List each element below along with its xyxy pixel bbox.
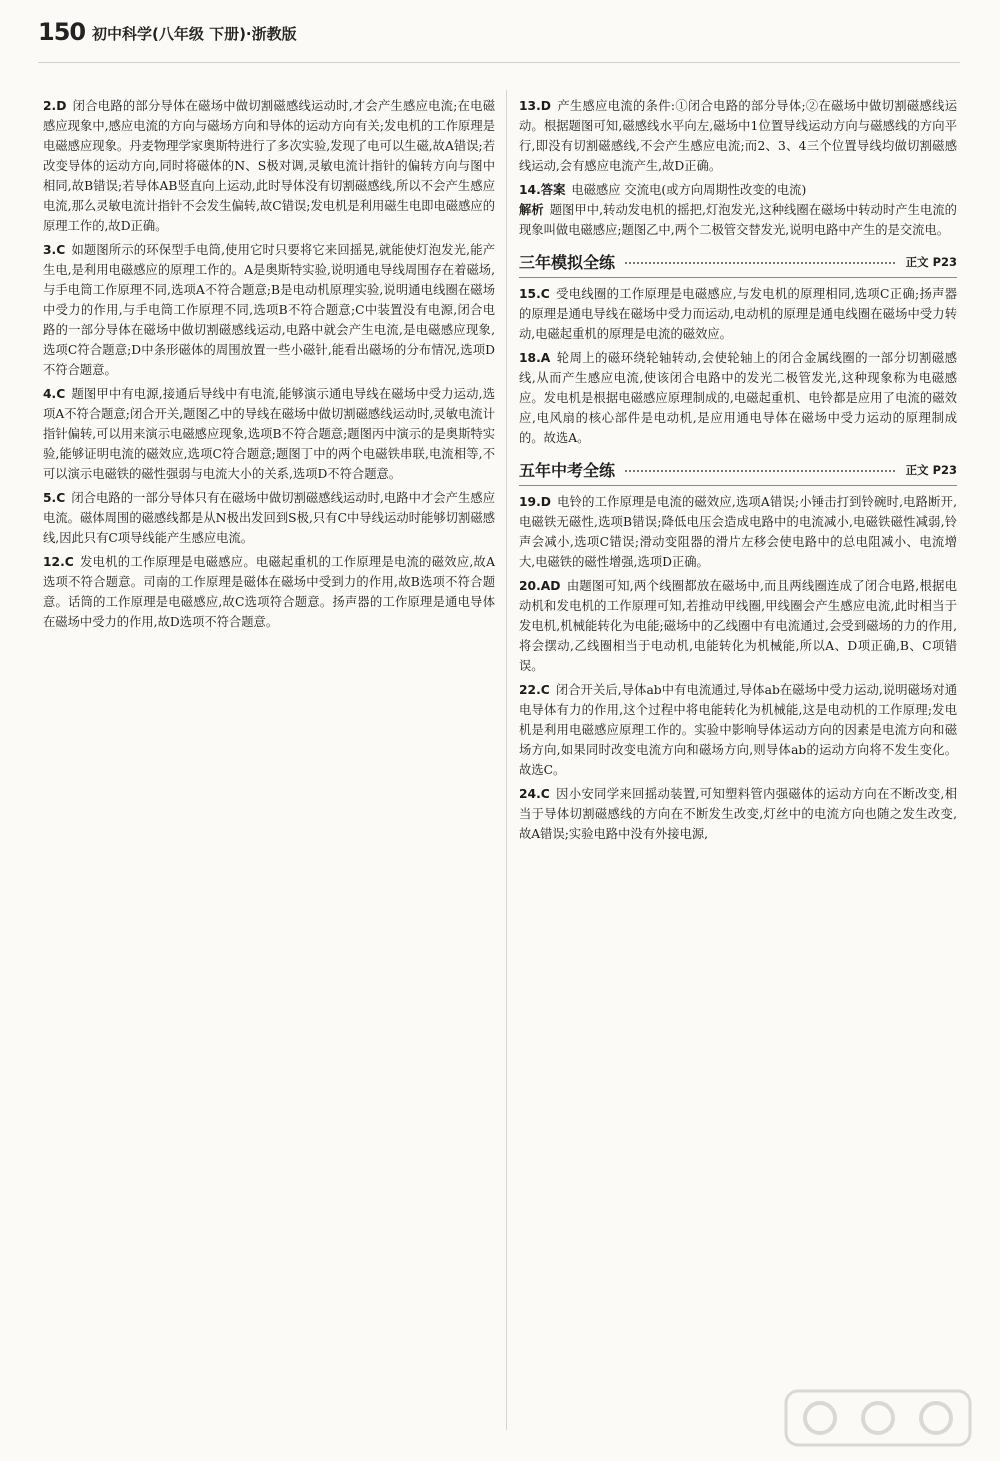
answer-item <box>43 488 495 548</box>
question-number: 18.A <box>519 351 551 365</box>
answer-item <box>519 680 957 780</box>
answer-text: 如题图所示的环保型手电筒,使用它时只要将它来回摇晃,就能使灯泡发光,能产生电,是利用电磁感应的原理工作的。A是奥斯特实验,说明通电导线周围存在着磁场,与手电筒工作原理不同,选项A不符合题意;B是电动机原理实验,说明通电线圈在磁场中受力的作用,与手电筒工作原理不同,选项B不符合题意;C中装置没有电源,闭合电路的一部分导体在磁场中做切割磁感线运动,电路中就会产生电流,是电磁感应现象,选项C符合题意;D中条形磁体的周围放置一些小磁针,能看出磁场的分布情况,选项D不符合题意。 <box>43 243 495 377</box>
dotted-leader <box>625 262 895 264</box>
question-number: 12.C <box>43 555 74 569</box>
answer-item <box>43 240 495 380</box>
answer-item <box>519 784 957 844</box>
answer-text: 题图甲中有电源,接通后导线中有电流,能够演示通电导线在磁场中受力运动,选项A不符合题意;闭合开关,题图乙中的导线在磁场中做切割磁感线运动时,灵敏电流计指针偏转,可以用来演示电磁感应现象,选项B不符合题意;题图丙中演示的是奥斯特实验,能够证明电流的磁效应,选项C符合题意;题图丁中的两个电磁铁串联,电流相等,不可以演示电磁铁的磁性强弱与电流大小的关系,选项D不符合题意。 <box>43 387 495 481</box>
answer-text: 闭合电路的一部分导体只有在磁场中做切割磁感线运动时,电路中才会产生感应电流。磁体周围的磁感线都是从N极出发回到S极,只有C中导线运动时能够切割磁感线,因此只有C项导线能产生感应电流。 <box>43 491 495 545</box>
question-number: 24.C <box>519 787 550 801</box>
section-rule <box>519 277 957 278</box>
answer-item <box>519 180 957 240</box>
answer-item <box>43 96 495 236</box>
question-number: 19.D <box>519 495 551 509</box>
question-number: 13.D <box>519 99 551 113</box>
answer-text: 闭合电路的部分导体在磁场中做切割磁感线运动时,才会产生感应电流;在电磁感应现象中,感应电流的方向与磁场方向和导体的运动方向有关;发电机的工作原理是电磁感应现象。丹麦物理学家奥斯特进行了多次实验,发现了电可以生磁,故A错误;若改变导体的运动方向,同时将磁体的N、S极对调,灵敏电流计指针的偏转方向与图中相同,故B错误;若导体AB竖直向上运动,此时导体没有切割磁感线,所以不会产生感应电流,那么灵敏电流计指针不会发生偏转,故C错误;发电机是利用磁生电即电磁感应的原理工作的,故D正确。 <box>43 99 495 233</box>
question-number: 14.答案 <box>519 183 566 197</box>
answer-text: 发电机的工作原理是电磁感应。电磁起重机的工作原理是电流的磁效应,故A选项不符合题意。司南的工作原理是磁体在磁场中受到力的作用,故B选项不符合题意。话筒的工作原理是电磁感应,故C选项符合题意。扬声器的工作原理是通电导体在磁场中受力的作用,故D选项不符合题意。 <box>43 555 495 629</box>
dotted-leader <box>625 470 895 472</box>
section-heading <box>519 248 957 278</box>
answer-item <box>519 284 957 344</box>
question-number: 22.C <box>519 683 550 697</box>
analysis-label: 解析 <box>519 203 544 217</box>
section-page-ref: 正文 P23 <box>905 463 957 477</box>
section-title: 三年模拟全练 <box>519 253 616 272</box>
book-title: 初中科学(八年级 下册)·浙教版 <box>92 25 297 43</box>
right-column <box>519 96 957 848</box>
answer-item <box>519 348 957 448</box>
question-number: 15.C <box>519 287 550 301</box>
answer-text: 电磁感应 交流电(或方向周期性改变的电流) <box>571 183 807 197</box>
answer-text: 受电线圈的工作原理是电磁感应,与发电机的原理相同,选项C正确;扬声器的原理是通电导线在磁场中受力而运动,电动机的原理是通电线圈在磁场中受力转动,电磁起重机的原理是电流的磁效应。 <box>519 287 957 341</box>
answer-item <box>519 492 957 572</box>
answer-text: 因小安同学来回摇动装置,可知塑料管内强磁体的运动方向在不断改变,相当于导体切割磁感线的方向在不断发生改变,灯丝中的电流方向也随之发生改变,故A错误;实验电路中没有外接电源, <box>519 787 957 841</box>
answer-item <box>519 576 957 676</box>
question-number: 20.AD <box>519 579 561 593</box>
answer-text: 闭合开关后,导体ab中有电流通过,导体ab在磁场中受力运动,说明磁场对通电导体有力的作用,这个过程中将电能转化为机械能,这是电动机的工作原理;发电机是利用电磁感应原理工作的。实验中影响导体运动方向的因素是电流方向和磁场方向,如果同时改变电流方向和磁场方向,则导体ab的运动方向将不发生变化。故选C。 <box>519 683 957 777</box>
section-rule <box>519 485 957 486</box>
left-column <box>43 96 495 636</box>
section-title: 五年中考全练 <box>519 461 616 480</box>
page-header <box>38 14 960 63</box>
answer-item <box>43 552 495 632</box>
question-number: 5.C <box>43 491 66 505</box>
analysis-text: 题图甲中,转动发电机的摇把,灯泡发光,这种线圈在磁场中转动时产生电流的现象叫做电磁感应;题图乙中,两个二极管交替发光,说明电路中产生的是交流电。 <box>519 203 957 237</box>
answer-text: 由题图可知,两个线圈都放在磁场中,而且两线圈连成了闭合电路,根据电动机和发电机的工作原理可知,若推动甲线圈,甲线圈会产生感应电流,此时相当于发电机,机械能转化为电能;磁场中的乙线圈中有电流通过,会受到磁场的力的作用,将会摆动,乙线圈相当于电动机,电能转化为机械能,所以A、D项正确,B、C项错误。 <box>519 579 957 673</box>
answer-text: 轮周上的磁环绕轮轴转动,会使轮轴上的闭合金属线圈的一部分切割磁感线,从而产生感应电流,使该闭合电路中的发光二极管发光,这种现象称为电磁感应。发电机是根据电磁感应原理制成的,电磁起重机、电铃都是应用了电流的磁效应,电风扇的核心部件是电动机,是应用通电导体在磁场中受力运动的原理制成的。故选A。 <box>519 351 957 445</box>
answer-text: 电铃的工作原理是电流的磁效应,选项A错误;小锤击打到铃碗时,电路断开,电磁铁无磁性,选项B错误;降低电压会造成电路中的电流减小,电磁铁磁性减弱,铃声会减小,选项C错误;滑动变阻器的滑片左移会使电路中的总电阻减小、电流增大,电磁铁的磁性增强,选项D正确。 <box>519 495 957 569</box>
column-divider <box>506 90 507 1430</box>
answer-text: 产生感应电流的条件:①闭合电路的部分导体;②在磁场中做切割磁感线运动。根据题图可知,磁感线水平向左,磁场中1位置导线运动方向与磁感线的方向平行,即没有切割磁感线,不会产生感应电流;而2、3、4三个位置导线均做切割磁感线运动,会有感应电流产生,故D正确。 <box>519 99 957 173</box>
section-page-ref: 正文 P23 <box>905 255 957 269</box>
section-heading <box>519 456 957 486</box>
question-number: 2.D <box>43 99 67 113</box>
page-number: 150 <box>38 18 86 46</box>
question-number: 3.C <box>43 243 66 257</box>
answer-item <box>519 96 957 176</box>
question-number: 4.C <box>43 387 66 401</box>
answer-item <box>43 384 495 484</box>
watermark-logo <box>778 1385 978 1451</box>
